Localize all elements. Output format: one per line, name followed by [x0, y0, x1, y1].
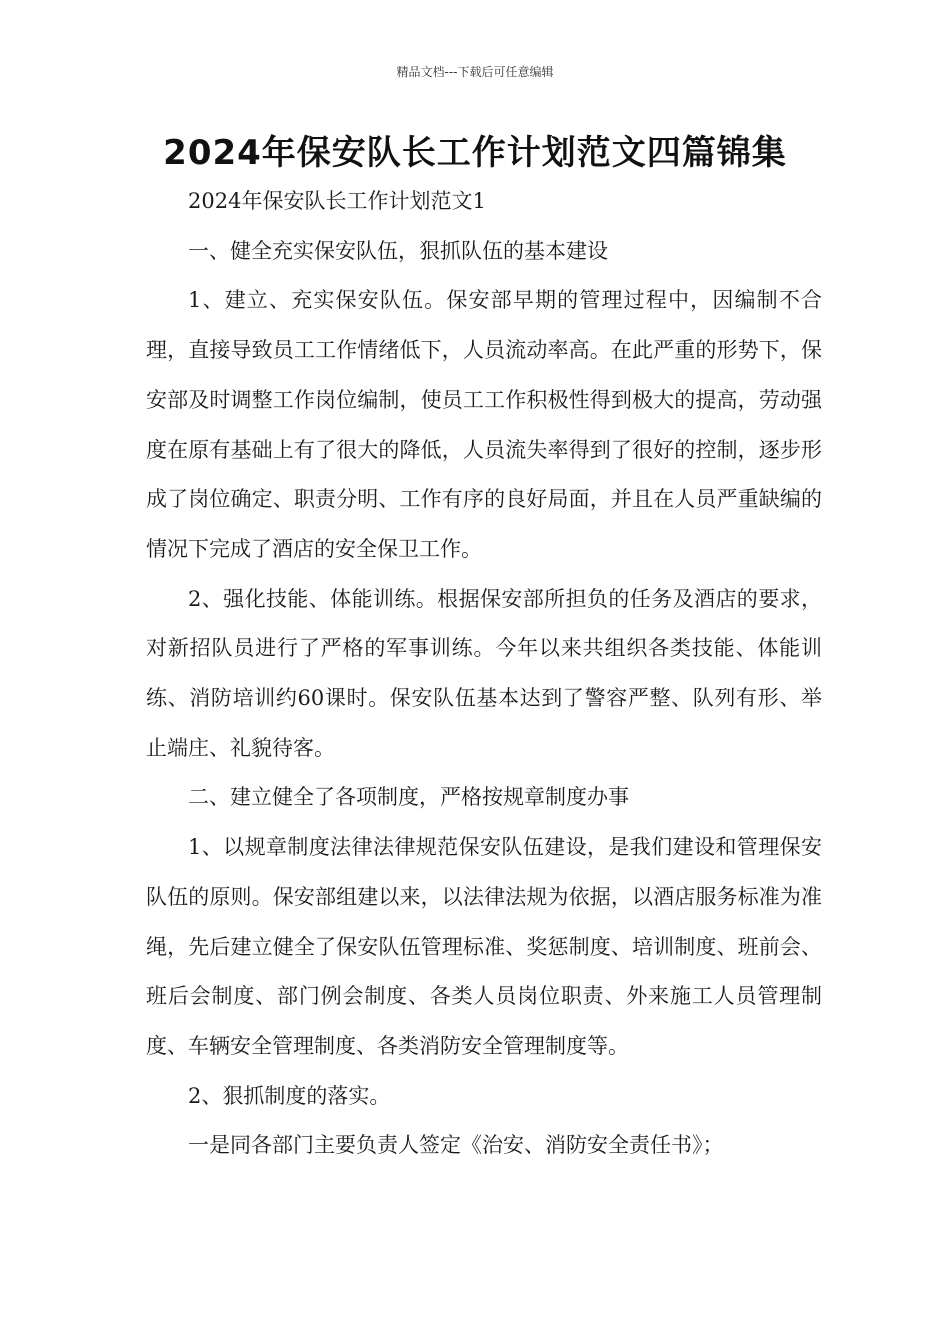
paragraph-section-2-point-1: 一是同各部门主要负责人签定《治安、消防安全责任书》； [188, 1133, 724, 1158]
paragraph-section-1-heading: 一、健全充实保安队伍，狠抓队伍的基本建设 [188, 238, 608, 263]
page-header: 精品文档---下载后可任意编辑 [396, 65, 554, 79]
paragraph-section-1-item-1: 1、建立、充实保安队伍。保安部早期的管理过程中，因编制不合理，直接导致员工工作情绪低下，人员流动率高。在此严重的形势下，保安部及时调整工作岗位编制，使员工工作积极性得到极大的提高，劳动强度在原有基础上有了很大的降低，人员流失率得到了很好的控制，逐步形成了岗位确定、职责分明、工作有序的良好局面，并且在人员严重缺编的情况下完成了酒店的安全保卫工作。 [146, 288, 822, 561]
paragraph-section-1-item-2: 2、强化技能、体能训练。根据保安部所担负的任务及酒店的要求，对新招队员进行了严格的军事训练。今年以来共组织各类技能、体能训练、消防培训约60课时。保安队伍基本达到了警容严整、队列有形、举止端庄、礼貌待客。 [146, 586, 822, 760]
paragraph-section-2-item-1: 1、以规章制度法律法律规范保安队伍建设，是我们建设和管理保安队伍的原则。保安部组建以来，以法律法规为依据，以酒店服务标准为准绳，先后建立健全了保安队伍管理标准、奖惩制度、培训制度、班前会、班后会制度、部门例会制度、各类人员岗位职责、外来施工人员管理制度、车辆安全管理制度、各类消防安全管理制度等。 [146, 835, 822, 1058]
document-body [146, 177, 822, 1171]
document-title: 2024年保安队长工作计划范文四篇锦集 [163, 133, 787, 173]
paragraph-section-2-item-2: 2、狠抓制度的落实。 [188, 1083, 391, 1108]
paragraph-section-2-heading: 二、建立健全了各项制度，严格按规章制度办事 [188, 785, 629, 810]
paragraph-subtitle: 2024年保安队长工作计划范文1 [188, 189, 486, 213]
